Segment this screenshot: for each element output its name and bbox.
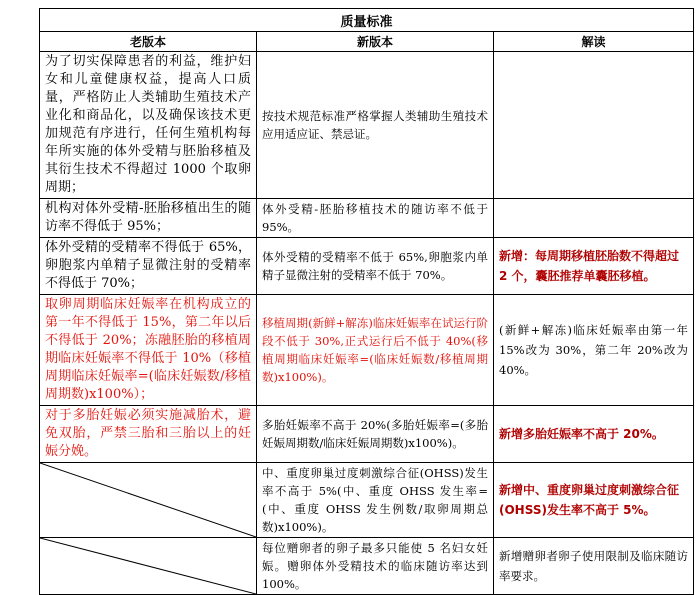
interpretation-cell: (新鲜+解冻)临床妊娠率由第一年 15%改为 30%，第二年 20%改为 40%。	[494, 295, 694, 406]
new-version-cell: 多胎妊娠率不高于 20%(多胎妊娠率=(多胎妊娠周期数/临床妊娠周期数)x100%)。	[257, 406, 494, 463]
old-version-cell: 体外受精的受精率不得低于 65%，卵胞浆内单精子显微注射的受精率不得低于 70%；	[40, 238, 257, 295]
old-version-cell: 为了切实保障患者的利益，维护妇女和儿童健康权益，提高人口质量，严格防止人类辅助生殖技术产业化和商品化，以及确保该技术更加规范有序进行，任何生殖机构每年所实施的体外受精与胚胎移植及其衍生技术不得超过 1000 个取卵周期；	[40, 52, 257, 199]
header-row	[40, 32, 694, 52]
header-new-version: 新版本	[257, 32, 494, 52]
table-row	[40, 199, 694, 238]
table-title: 质量标准	[40, 9, 694, 32]
new-version-cell: 移植周期(新鲜+解冻)临床妊娠率在试运行阶段不低于 30%,正式运行后不低于 40%(移植周期临床妊娠率=(临床妊娠数/移植周期数)x100%)。	[257, 295, 494, 406]
interpretation-cell	[494, 199, 694, 238]
interpretation-cell: 新增：每周期移植胚胎数不得超过 2 个，囊胚推荐单囊胚移植。	[494, 238, 694, 295]
new-version-cell: 按技术规范标准严格掌握人类辅助生殖技术应用适应证、禁忌证。	[257, 52, 494, 199]
new-version-cell: 每位赠卵者的卵子最多只能使 5 名妇女妊娠。赠卵体外受精技术的临床随访率达到 100%。	[257, 538, 494, 595]
old-version-cell: 机构对体外受精-胚胎移植出生的随访率不得低于 95%；	[40, 199, 257, 238]
old-version-cell: 对于多胎妊娠必须实施减胎术，避免双胎，严禁三胎和三胎以上的妊娠分娩。	[40, 406, 257, 463]
empty-old-version-cell	[40, 538, 257, 595]
table-row	[40, 238, 694, 295]
comparison-table	[39, 8, 694, 595]
diagonal-strike-line	[40, 538, 256, 594]
title-row	[40, 9, 694, 32]
table-row	[40, 406, 694, 463]
interpretation-cell: 新增多胎妊娠率不高于 20%。	[494, 406, 694, 463]
table-row	[40, 463, 694, 538]
interpretation-cell: 新增赠卵者卵子使用限制及临床随访率要求。	[494, 538, 694, 595]
old-version-cell: 取卵周期临床妊娠率在机构成立的第一年不得低于 15%，第二年以后不得低于 20%；冻融胚胎的移植周期临床妊娠率不得低于 10%（移植周期临床妊娠率=(临床妊娠数/移植周期数)x100%）；	[40, 295, 257, 406]
table-row	[40, 538, 694, 595]
table-row	[40, 295, 694, 406]
header-interpretation: 解读	[494, 32, 694, 52]
quality-standard-comparison	[39, 8, 693, 591]
new-version-cell: 体外受精的受精率不低于 65%,卵胞浆内单精子显微注射的受精率不低于 70%。	[257, 238, 494, 295]
new-version-cell: 体外受精-胚胎移植技术的随访率不低于 95%。	[257, 199, 494, 238]
diagonal-strike-line	[40, 463, 256, 537]
new-version-cell: 中、重度卵巢过度刺激综合征(OHSS)发生率不高于 5%(中、重度 OHSS 发生率=(中、重度 OHSS 发生例数/取卵周期总数)x100%)。	[257, 463, 494, 538]
table-row	[40, 52, 694, 199]
interpretation-cell: 新增中、重度卵巢过度刺激综合征(OHSS)发生率不高于 5%。	[494, 463, 694, 538]
interpretation-cell	[494, 52, 694, 199]
header-old-version: 老版本	[40, 32, 257, 52]
empty-old-version-cell	[40, 463, 257, 538]
